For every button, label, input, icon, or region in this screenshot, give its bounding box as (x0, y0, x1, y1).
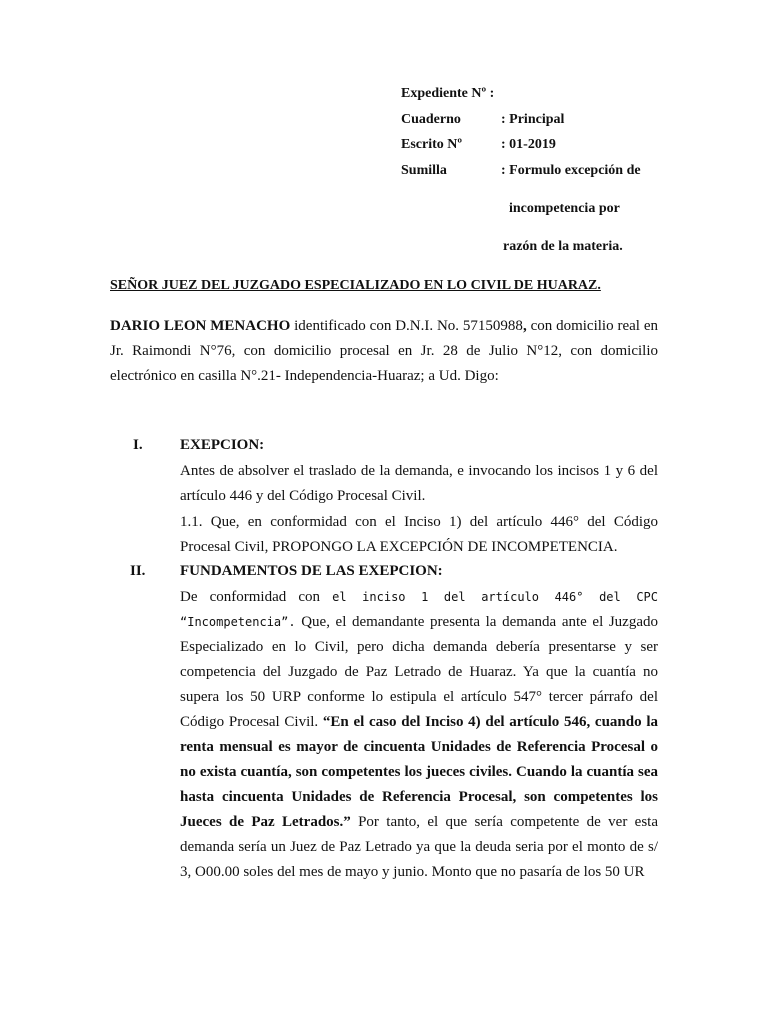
s2-text-end: Por tanto, el que sería competente de ver esta demanda sería un Juez de Paz Letrado ya que la deuda seria por el monto de s/ 3, O00.00 soles del mes de mayo y junio. Monto que no pasaría de los 50 UR (180, 814, 658, 880)
intro-paragraph (110, 314, 658, 389)
sumilla-value-line3: razón de la materia. (503, 239, 623, 254)
intro-comma: , (522, 318, 527, 334)
section1-paragraph-1: Antes de absolver el traslado de la demanda, e invocando los incisos 1 y 6 del artículo 446 y del Código Procesal Civil. (180, 463, 658, 504)
section1-number: I. (133, 437, 143, 453)
intro-text-1: identificado con D.N.I. No. 57150988 (290, 318, 523, 334)
escrito-label: Escrito Nº (401, 137, 462, 152)
s2-legal-quote: “En el caso del Inciso 4) del artículo 546, cuando la renta mensual es mayor de cincuenta Unidades de Referencia Procesal o no exista cuantía, son competentes los jueces civiles. Cuando la cuantía sea hasta cincuenta Unidades de Referencia Procesal, son competentes los Jueces de Paz Letrados.” (180, 714, 658, 830)
section2-number: II. (130, 563, 146, 579)
addressee-heading: SEÑOR JUEZ DEL JUZGADO ESPECIALIZADO EN LO CIVIL DE HUARAZ. (110, 278, 601, 293)
s2-text-body: Que, el demandante presenta la demanda ante el Juzgado Especializado en lo Civil, pero dicha demanda debería presentarse y ser competencia del Juzgado de Paz Letrado de Huaraz. Ya que la cuantía no supera los 50 URP conforme lo estipula el artículo 547° tercer párrafo del Código Procesal Civil. (180, 614, 658, 730)
sumilla-value-line1: : Formulo excepción de (501, 163, 641, 178)
section2-heading: FUNDAMENTOS DE LAS EXEPCION: (180, 563, 443, 579)
petitioner-name: DARIO LEON MENACHO (110, 318, 291, 334)
section1-heading: EXEPCION: (180, 437, 265, 453)
s2-text-start: De conformidad con (180, 589, 333, 605)
cuaderno-value: : Principal (501, 112, 565, 127)
section1-paragraph-2: 1.1. Que, en conformidad con el Inciso 1) del artículo 446° del Código Procesal Civil, PROPONGO LA EXCEPCIÓN DE INCOMPETENCIA. (180, 514, 658, 555)
intro-text-2: con domicilio real en Jr. Raimondi N°76, con domicilio procesal en Jr. 28 de Julio N°12, con domicilio electrónico en casilla N°.21- Independencia-Huaraz; a Ud. Digo: (110, 318, 658, 384)
cuaderno-label: Cuaderno (401, 112, 461, 127)
sumilla-label: Sumilla (401, 163, 447, 178)
escrito-row (401, 137, 556, 153)
sumilla-value-line2: incompetencia por (509, 201, 620, 216)
sumilla-row (401, 163, 641, 179)
expediente-label: Expediente Nº : (401, 86, 495, 101)
escrito-value: : 01-2019 (501, 137, 556, 152)
s2-quote: “Incompetencia”. (180, 615, 296, 629)
section2-paragraph (180, 585, 658, 885)
s2-cpc-reference: el inciso 1 del artículo 446° del CPC (332, 590, 658, 604)
cuaderno-row (401, 112, 565, 128)
